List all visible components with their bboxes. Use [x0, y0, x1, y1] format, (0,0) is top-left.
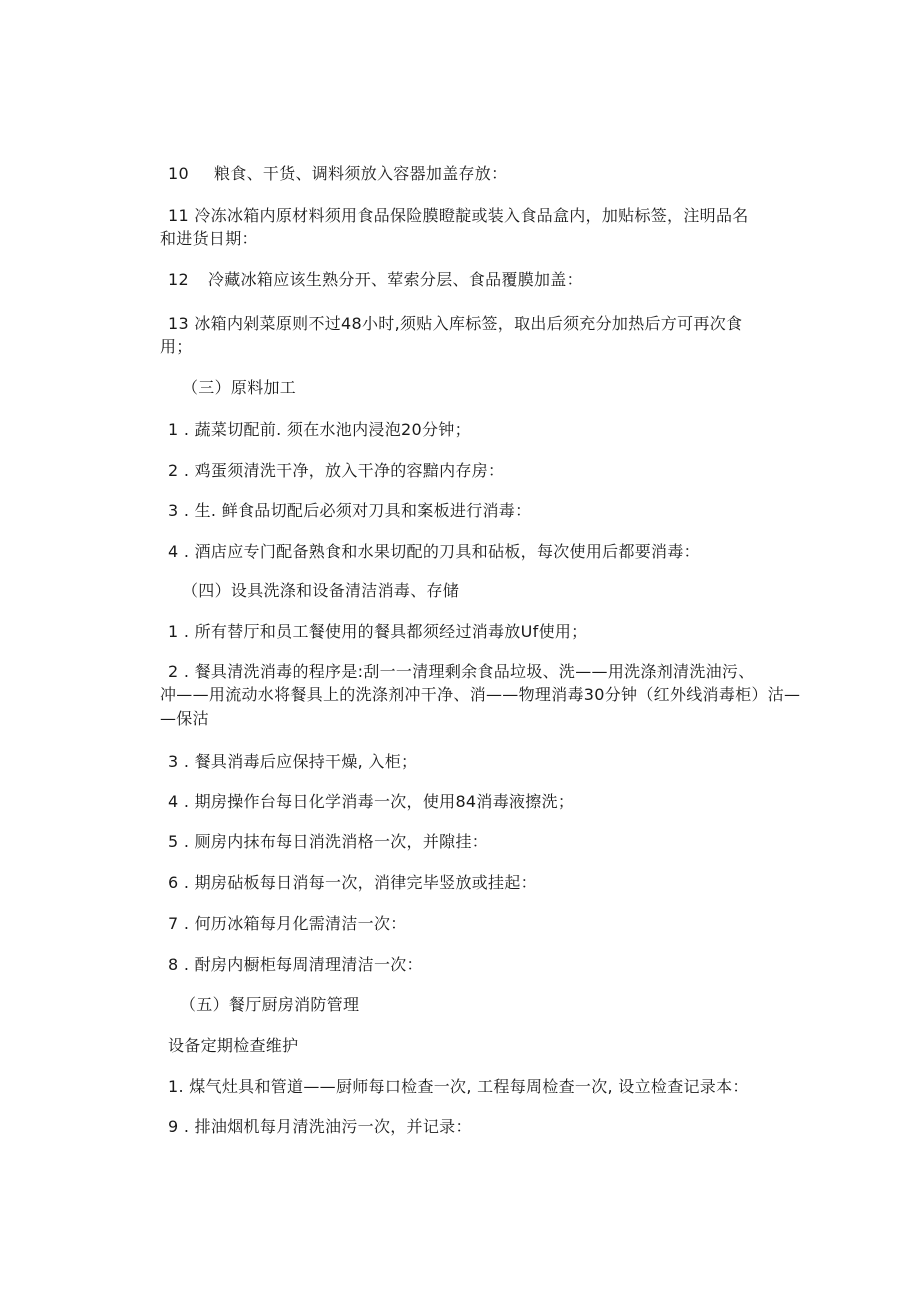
section-4-item-5: 5 . 厕房内抹布每日消洗消格一次，并隙挂： — [168, 832, 489, 851]
section-4-item-6: 6 . 期房砧板每日消每一次，消律完毕竖放或挂起： — [168, 873, 537, 892]
item-10 — [168, 163, 507, 185]
section-3-heading: （三）原料加工 — [182, 378, 297, 397]
item-text: 冷藏冰箱应该生熟分开、荤索分层、食品覆膜加盖： — [208, 270, 583, 289]
section-5-item-9: 9 . 排油烟机每月清洗油污一次，并记录： — [168, 1117, 472, 1136]
section-4-item-7: 7 . 何历冰箱每月化需清洁一次： — [168, 914, 407, 933]
section-4-item-2-line-2: 冲——用流动水将餐具上的洗涤剂冲干净、消——物理消毒30分钟（红外线消毒柜）沽— — [160, 685, 801, 704]
section-4-item-2-line-3: —保沽 — [160, 709, 209, 728]
section-4-item-8: 8 . 酎房内橱柜每周清理清洁一次： — [168, 955, 423, 974]
item-13-line-1: 13 冰箱内剁菜原则不过48小时,须贴入库标签，取出后须充分加热后方可再次食 — [168, 314, 743, 333]
item-number: 10 — [168, 164, 189, 183]
item-11-line-1: 11 冷冻冰箱内原材料须用食品保险膜瞪靛或装入食品盒内，加贴标签，注明品名 — [168, 206, 749, 225]
item-13-line-2: 用； — [160, 337, 193, 356]
item-11-line-2: 和进货日期： — [160, 229, 258, 248]
section-3-item-2: 2 . 鸡蛋须清洗干净，放入干净的容黯内存房： — [168, 461, 505, 480]
section-4-item-1: 1 . 所有替厅和员工餐使用的餐具都须经过消毒放Uf使用； — [168, 622, 588, 641]
section-4-item-4: 4 . 期房操作台每日化学消毒一次，使用84消毒液擦洗； — [168, 792, 575, 811]
section-5-subheading: 设备定期检查维护 — [168, 1036, 299, 1055]
section-3-item-1: 1 . 蔬菜切配前. 须在水池内浸泡20分钟； — [168, 420, 471, 439]
section-4-item-3: 3 . 餐具消毒后应保持干燥, 入柜； — [168, 752, 418, 771]
section-3-item-4: 4 . 酒店应专门配备熟食和水果切配的刀具和砧板，每次使用后都要消毒： — [168, 542, 700, 561]
section-5-item-1: 1. 煤气灶具和管道——厨师每口检查一次, 工程每周检查一次, 设立检查记录本： — [168, 1077, 749, 1096]
item-12 — [168, 269, 583, 291]
section-4-item-2-line-1: 2 . 餐具清洗消毒的程序是:刮一一清理剩余食品垃圾、洗——用洗涤剂清洗油污、 — [168, 662, 755, 681]
section-5-heading: （五）餐厅厨房消防管理 — [180, 995, 360, 1014]
item-number: 12 — [168, 270, 189, 289]
section-4-heading: （四）设具洗涤和设备清洁消毒、存储 — [182, 581, 460, 600]
section-3-item-3: 3 . 生. 鲜食品切配后必须对刀具和案板进行消毒： — [168, 501, 532, 520]
item-text: 粮食、干货、调料须放入容器加盖存放： — [214, 164, 508, 183]
